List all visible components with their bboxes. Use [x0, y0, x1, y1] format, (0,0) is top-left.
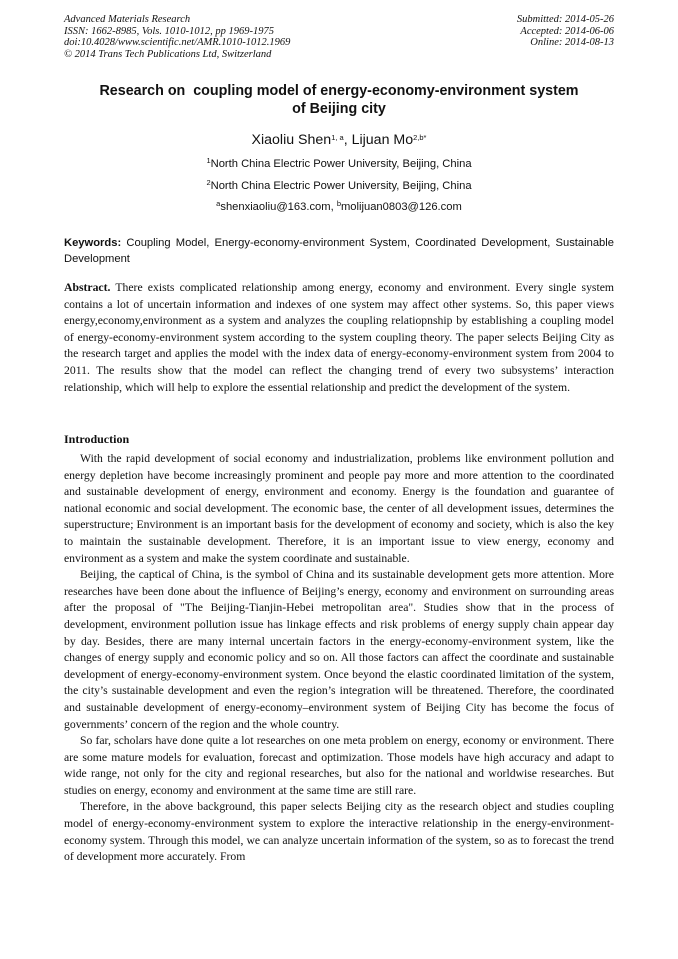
abstract-block — [64, 280, 614, 396]
affiliation-1-marker: 1 — [206, 156, 211, 165]
author-1-name: Xiaoliu Shen — [251, 132, 332, 148]
author-2-marker: 2,b* — [413, 133, 427, 142]
author-separator: , — [343, 132, 352, 148]
intro-paragraph-3: So far, scholars have done quite a lot researches on one meta problem on energy, economy or environment. There are some mature models for evaluation, forecast and optimization. Those models have high accuracy and adapt to wide range, not only for the city and regional researches, but also for the national and worldwise researches. But studies on energy, economy and environment at the same time are still rare. — [64, 734, 614, 797]
affiliation-2-text: North China Electric Power University, Beijing, China — [210, 180, 472, 192]
keywords-label: Keywords: — [64, 237, 122, 249]
author-emails — [64, 200, 614, 214]
author-list — [64, 131, 614, 149]
affiliation-2 — [64, 179, 614, 193]
submitted-date: Submitted: 2014-05-26 — [516, 14, 614, 25]
doi-line: doi:10.4028/www.scientific.net/AMR.1010-1012.1969 — [64, 37, 291, 49]
keywords-block — [64, 236, 614, 267]
affiliation-1-text: North China Electric Power University, Beijing, China — [210, 158, 472, 170]
online-date: Online: 2014-08-13 — [530, 37, 614, 49]
affiliation-2-marker: 2 — [206, 178, 211, 187]
introduction-heading: Introduction — [64, 432, 130, 446]
title-line-2: of Beijing city — [292, 101, 386, 117]
author-2-name: Lijuan Mo — [351, 132, 414, 148]
author-1-marker: 1, a — [331, 133, 344, 142]
accepted-date: Accepted: 2014-06-06 — [520, 25, 614, 37]
affiliation-1 — [64, 157, 614, 171]
dates-info — [517, 14, 614, 49]
intro-paragraph-2: Beijing, the captical of China, is the symbol of China and its sustainable development gets more attention. More researches have been done about the influence of Beijing’s energy, economy and environment on surrounding areas after the proposal of "The Beijing-Tianjin-Hebei metropolitan area". Studies show that in the process of development, environment pollution issue has linkage effects and risk problems of energy supply chain appear day by day. Besides, there are many internal uncertain factors in the energy-economy-environment system, like the changes of energy supply and economic policy and so on. All those factors can affect the coordinate and sustainable development of energy-economy-environment system. Once beyond the elastic coordinated limitation of the system, the city’s sustainable development and even the region’s integration will be threatened. Therefore, the coordinated and sustainable development of energy-economy–environment system of Beijing City has become the focus of governments’ concern of the region and the whole country. — [64, 568, 614, 731]
abstract-label: Abstract. — [64, 281, 111, 294]
intro-paragraph-4: Therefore, in the above background, this paper selects Beijing city as the research object and studies coupling model of energy-economy-environment system to explore the interactive relationship in the energy-environment-economy system. Through this model, we can analyze uncertain information of the system, so as to forecast the trend of development more accurately. From — [64, 800, 614, 864]
journal-name: Advanced Materials Research — [64, 14, 191, 25]
title-line-1: Research on coupling model of energy-economy-environment system — [99, 83, 579, 99]
email-a-marker: a — [216, 199, 221, 208]
introduction-body — [64, 451, 614, 866]
email-a[interactable]: shenxiaoliu@163.com, — [220, 201, 337, 213]
copyright-line: © 2014 Trans Tech Publications Ltd, Switzerland — [64, 48, 272, 60]
issn-line: ISSN: 1662-8985, Vols. 1010-1012, pp 1969-1975 — [64, 25, 274, 37]
email-b[interactable]: molijuan0803@126.com — [340, 201, 462, 213]
journal-info — [64, 14, 290, 60]
abstract-text: There exists complicated relationship among energy, economy and environment. Every single system contains a lot of uncertain information and indexes of one system may affect other systems. So, this paper views energy,economy,environment as a system and analyzes the coupling relatiopnship by establishing a coupling model of energy-economy-environment system according to the system coupling theory. The paper selects Beijing City as the research target and applies the model with the index data of energy-economy-environment system from 2004 to 2011. The results show that the model can reflect the changing trend of every two subsystems’ interaction relationship, which will help to explore the essential relationship and predict the development of the system. — [64, 281, 614, 394]
intro-paragraph-1: With the rapid development of social economy and industrialization, problems like environment pollution and energy depletion have become increasingly prominent and people pay more and more attention to the coordinated and sustainable development of energy, environment and economy. Energy is the foundation and guarantee of national economic and social development. The economic base, the center of all development issues, determines the superstructure; Environment is an important basis for the development of economy and society, which is also the key to maintain the sustainable development. Therefore, it is an important issue to view energy, economy and environment as a system and make the system coordinate and sustainable. — [64, 452, 614, 565]
paper-title — [64, 82, 614, 118]
keywords-text: Coupling Model, Energy-economy-environment System, Coordinated Development, Sustainable Development — [64, 237, 614, 265]
email-b-marker: b — [336, 199, 341, 208]
